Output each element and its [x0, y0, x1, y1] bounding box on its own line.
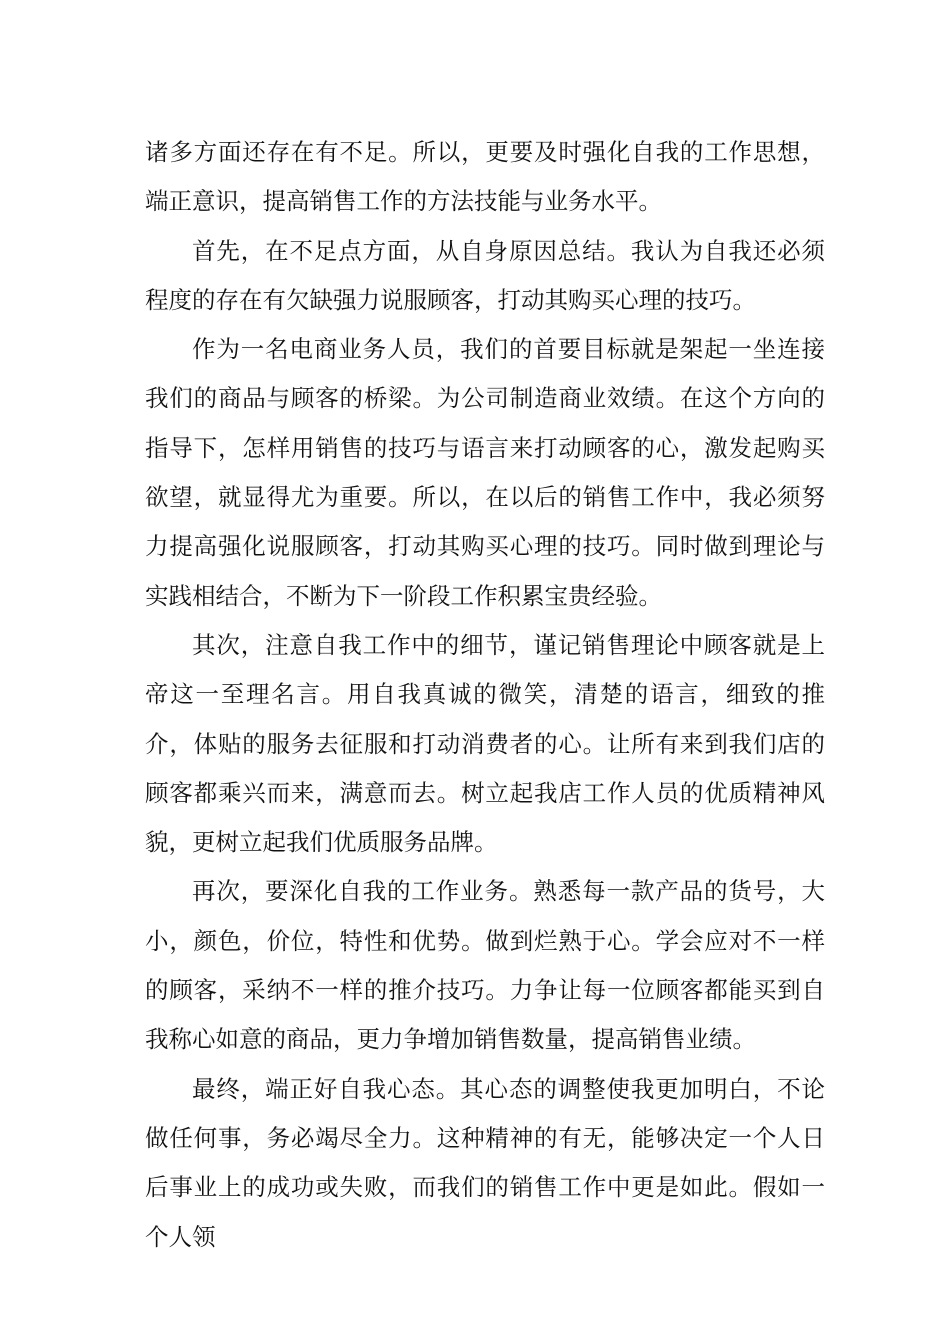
paragraph-continued: 诸多方面还存在有不足。所以，更要及时强化自我的工作思想，端正意识，提高销售工作的方法技能与业务水平。: [145, 138, 825, 216]
paragraph-details: 其次，注意自我工作中的细节，谨记销售理论中顾客就是上帝这一至理名言。用自我真诚的微笑，清楚的语言，细致的推介，体贴的服务去征服和打动消费者的心。让所有来到我们店的顾客都乘兴而来，满意而去。树立起我店工作人员的优质精神风貌，更树立起我们优质服务品牌。: [145, 630, 825, 857]
document-body: [145, 128, 825, 1262]
paragraph-attitude: 最终，端正好自我心态。其心态的调整使我更加明白，不论做任何事，务必竭尽全力。这种精神的有无，能够决定一个人日后事业上的成功或失败，而我们的销售工作中更是如此。假如一个人领: [145, 1074, 825, 1251]
paragraph-first-shortcoming: 首先，在不足点方面，从自身原因总结。我认为自我还必须程度的存在有欠缺强力说服顾客，打动其购买心理的技巧。: [145, 236, 825, 314]
paragraph-business-knowledge: 再次，要深化自我的工作业务。熟悉每一款产品的货号，大小，颜色，价位，特性和优势。做到烂熟于心。学会应对不一样的顾客，采纳不一样的推介技巧。力争让每一位顾客都能买到自我称心如意的商品，更力争增加销售数量，提高销售业绩。: [145, 877, 825, 1054]
paragraph-sales-goal: 作为一名电商业务人员，我们的首要目标就是架起一坐连接我们的商品与顾客的桥梁。为公司制造商业效绩。在这个方向的指导下，怎样用销售的技巧与语言来打动顾客的心，激发起购买欲望，就显得尤为重要。所以，在以后的销售工作中，我必须努力提高强化说服顾客，打动其购买心理的技巧。同时做到理论与实践相结合，不断为下一阶段工作积累宝贵经验。: [145, 335, 825, 610]
